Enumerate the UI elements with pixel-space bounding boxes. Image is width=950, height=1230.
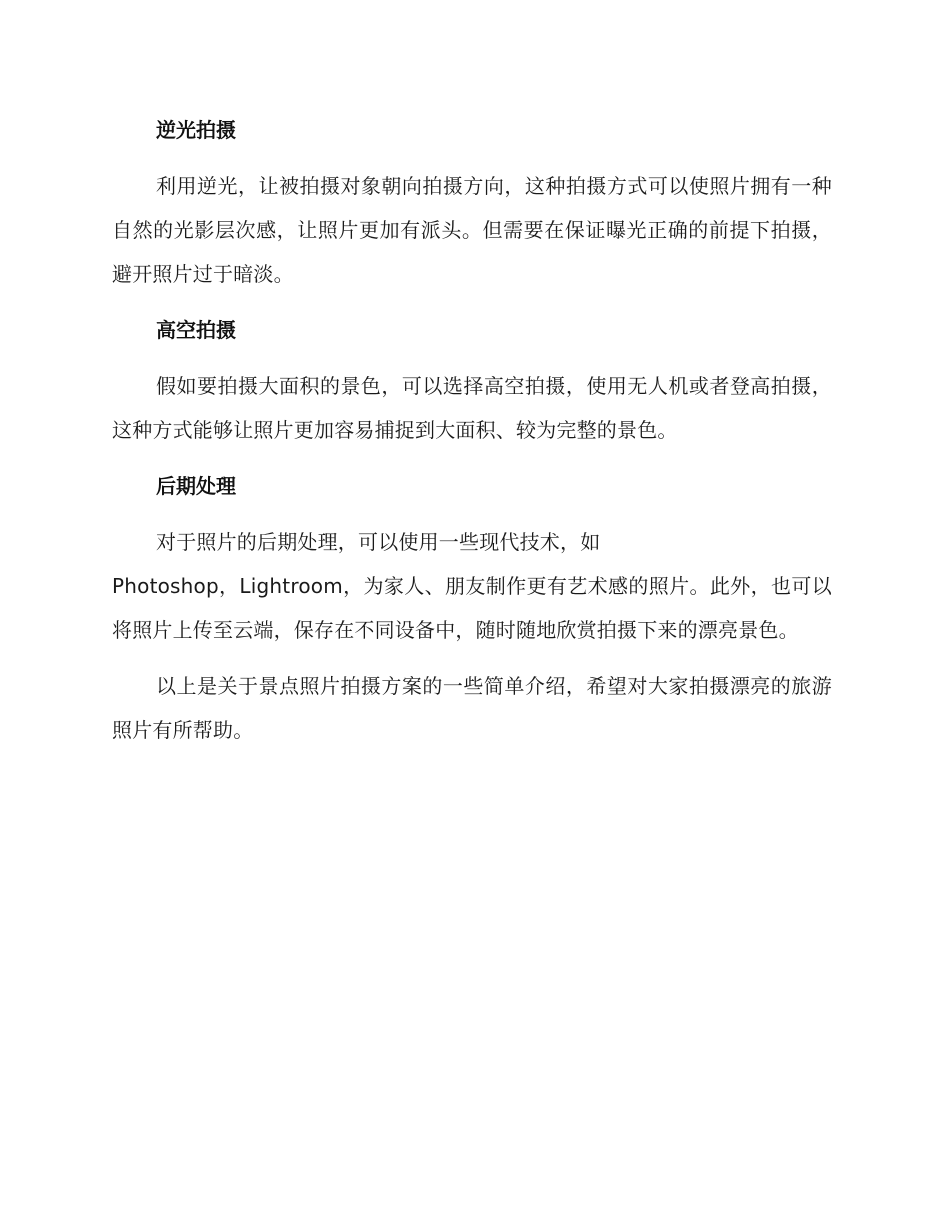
section-heading-aerial: 高空拍摄 (156, 318, 236, 342)
section-heading-postprocessing: 后期处理 (156, 474, 236, 498)
document-page (112, 108, 832, 764)
section-heading-backlight: 逆光拍摄 (156, 118, 236, 142)
section-body-backlight: 利用逆光，让被拍摄对象朝向拍摄方向，这种拍摄方式可以使照片拥有一种自然的光影层次感，让照片更加有派头。但需要在保证曝光正确的前提下拍摄，避开照片过于暗淡。 (112, 174, 832, 286)
section-body-postprocessing-rest: Photoshop，Lightroom，为家人、朋友制作更有艺术感的照片。此外，也可以将照片上传至云端，保存在不同设备中，随时随地欣赏拍摄下来的漂亮景色。 (112, 574, 832, 642)
closing-paragraph: 以上是关于景点照片拍摄方案的一些简单介绍，希望对大家拍摄漂亮的旅游照片有所帮助。 (112, 674, 832, 742)
section-body-aerial: 假如要拍摄大面积的景色，可以选择高空拍摄，使用无人机或者登高拍摄，这种方式能够让照片更加容易捕捉到大面积、较为完整的景色。 (112, 374, 832, 442)
section-body-postprocessing (112, 520, 832, 652)
section-body-postprocessing-first: 对于照片的后期处理，可以使用一些现代技术，如 (156, 530, 601, 554)
